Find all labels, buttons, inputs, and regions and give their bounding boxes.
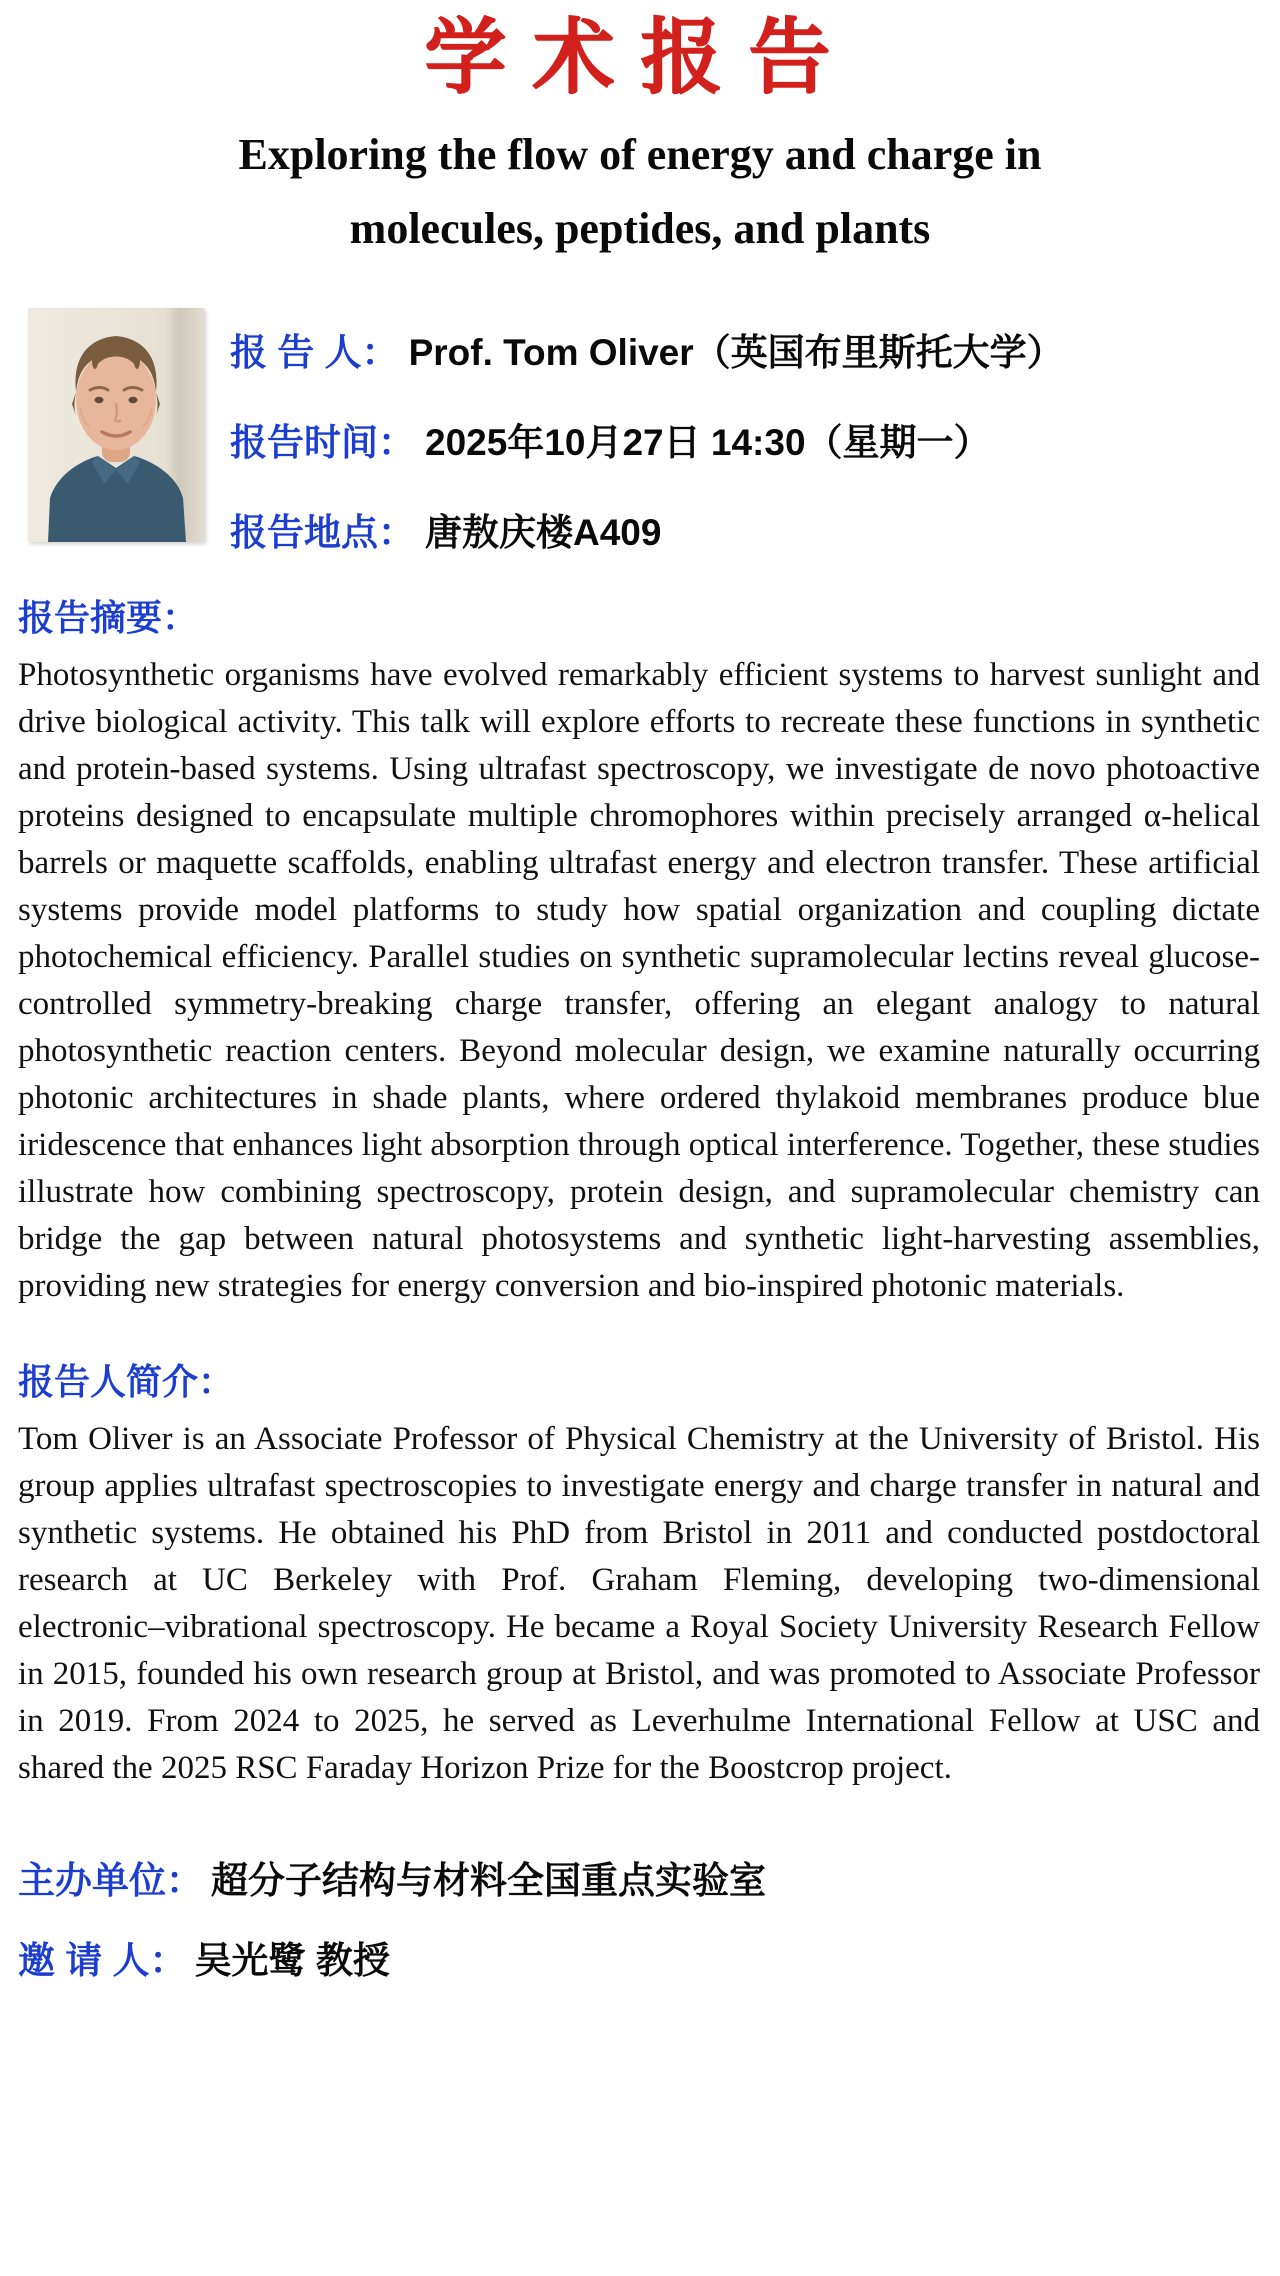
speaker-photo: [28, 308, 204, 542]
bio-text: Tom Oliver is an Associate Professor of Physical Chemistry at the University of Bristol. His group applies ultrafast spectroscopies to investigate energy and charge transfer in natural and synthetic systems. He obtained his PhD from Bristol in 2011 and conducted postdoctoral research at UC Berkeley with Prof. Graham Fleming, developing two-dimensional electronic–vibrational spectroscopy. He became a Royal Society University Research Fellow in 2015, founded his own research group at Bristol, and was promoted to Associate Professor in 2019. From 2024 to 2025, he served as Leverhulme International Fellow at USC and shared the 2025 RSC Faraday Horizon Prize for the Boostcrop project.: [18, 1421, 1260, 1786]
talk-title-line1: Exploring the flow of energy and charge in: [238, 130, 1042, 179]
speaker-portrait-illustration: [28, 308, 204, 542]
location-value: 唐敖庆楼A409: [425, 512, 662, 553]
info-row-time: [230, 412, 1256, 466]
time-label: 报告时间：: [230, 422, 415, 463]
inviter-row: [18, 1930, 1280, 1984]
inviter-label: 邀 请 人：: [18, 1940, 187, 1981]
speaker-info-list: [230, 308, 1256, 556]
host-value: 超分子结构与材料全国重点实验室: [211, 1860, 766, 1901]
talk-title-line2: molecules, peptides, and plants: [349, 204, 931, 253]
talk-title: [95, 118, 1185, 266]
location-label: 报告地点：: [230, 512, 415, 553]
info-row-location: [230, 502, 1256, 556]
abstract-text: Photosynthetic organisms have evolved remarkably efficient systems to harvest sunlight and drive biological activity. This talk will explore efforts to recreate these functions in synthetic and protein-based systems. Using ultrafast spectroscopy, we investigate de novo photoactive proteins designed to encapsulate multiple chromophores within precisely arranged α-helical barrels or maquette scaffolds, enabling ultrafast energy and electron transfer. These artificial systems provide model platforms to study how spatial organization and coupling dictate photochemical efficiency. Parallel studies on synthetic supramolecular lectins reveal glucose-controlled symmetry-breaking charge transfer, offering an elegant analogy to natural photosynthetic reaction centers. Beyond molecular design, we examine naturally occurring photonic architectures in shade plants, where ordered thylakoid membranes produce blue iridescence that enhances light absorption through optical interference. Together, these studies illustrate how combining spectroscopy, protein design, and supramolecular chemistry can bridge the gap between natural photosystems and synthetic light-harvesting assemblies, providing new strategies for energy conversion and bio-inspired photonic materials.: [18, 657, 1260, 1304]
host-label: 主办单位：: [18, 1860, 203, 1901]
info-row-speaker: [230, 322, 1256, 376]
time-value: 2025年10月27日 14:30（星期一）: [425, 422, 991, 463]
bio-heading: 报告人简介：: [18, 1361, 235, 1402]
host-row: [18, 1850, 1280, 1904]
abstract-heading: 报告摘要：: [18, 597, 199, 638]
speaker-value: Prof. Tom Oliver（英国布里斯托大学）: [408, 332, 1064, 373]
banner-title: 学术报告: [423, 12, 856, 103]
speaker-section: [28, 308, 1256, 556]
speaker-label: 报 告 人：: [230, 332, 399, 373]
inviter-value: 吴光鹭 教授: [194, 1940, 390, 1981]
